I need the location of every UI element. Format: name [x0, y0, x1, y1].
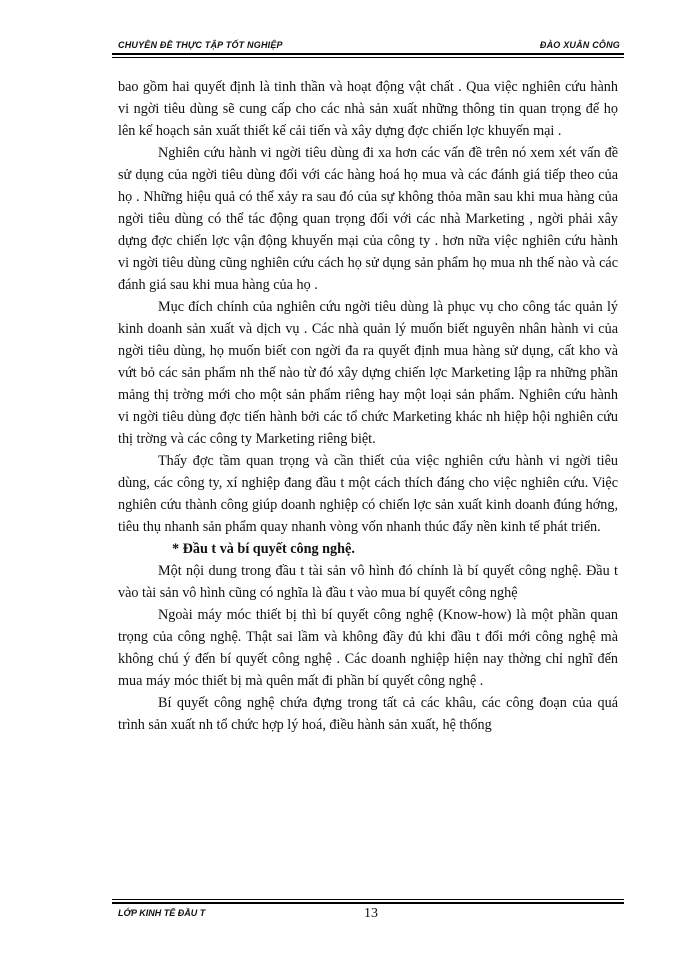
paragraph-1: bao gồm hai quyết định là tinh thần và hoạt động vật chất . Qua việc nghiên cứu hành vi ngời tiêu dùng sẽ cung cấp cho các nhà sản xuất những thông tin quan trọng để họ lên kế hoạch sản xuất thiết kế cải tiến và xây dựng đợc chiến lợc khuyến mại . [118, 79, 618, 139]
footer-class-name: LỚP KINH TẾ ĐẦU T [118, 908, 206, 918]
page-footer [112, 899, 624, 921]
paragraph-4: Thấy đợc tầm quan trọng và cần thiết của việc nghiên cứu hành vi ngời tiêu dùng, các công ty, xí nghiệp đang đầu t một cách thích đáng cho việc nghiên cứu. Việc nghiên cứu thành công giúp doanh nghiệp có chiến lợc sản xuất kinh doanh đúng hớng, tiêu thụ nhanh sản phẩm quay nhanh vòng vốn nhanh thúc đẩy nền kinh tế phát triển. [118, 453, 618, 535]
paragraph-7: Bí quyết công nghệ chứa đựng trong tất cả các khâu, các công đoạn của quá trình sản xuất nh tổ chức hợp lý hoá, điều hành sản xuất, hệ thống [118, 695, 618, 733]
paragraph-2: Nghiên cứu hành vi ngời tiêu dùng đi xa hơn các vấn đề trên nó xem xét vấn đề sử dụng của ngời tiêu dùng đối với các hàng hoá họ mua và các đánh giá tiếp theo của họ . Những hiệu quả có thể xảy ra sau đó của sự không thỏa mãn sau khi mua hàng của ngời tiêu dùng có thể tác động quan trọng đối với các nhà Marketing , ngời phải xây dựng đợc chiến lợc vận động khuyến mại của công ty . hơn nữa việc nghiên cứu hành vi ngời tiêu dùng cũng nghiên cứu cách họ sử dụng sản phẩm họ mua nh thế nào và các đánh giá sau khi mua hàng của họ . [118, 145, 618, 293]
header-title: CHUYÊN ĐỀ THỰC TẬP TỐT NGHIỆP [118, 40, 283, 50]
section-heading: * Đầu t và bí quyết công nghệ. [172, 541, 355, 557]
paragraph-6: Ngoài máy móc thiết bị thì bí quyết công nghệ (Know-how) là một phần quan trọng của công nghệ. Thật sai lầm và không đầy đủ khi đầu t đổi mới công nghệ mà không chú ý đến bí quyết công nghệ . Các doanh nghiệp hiện nay thờng chỉ nghĩ đến mua máy móc thiết bị mà quên mất đi phần bí quyết công nghệ . [118, 607, 618, 689]
header-author: ĐÀO XUÂN CÔNG [539, 40, 620, 50]
header-rule-thin [112, 57, 624, 58]
footer-rule-thin [112, 899, 624, 900]
footer-rule-thick [112, 902, 624, 904]
document-body [118, 76, 618, 736]
page-header [112, 40, 624, 66]
header-rule-thick [112, 53, 624, 55]
paragraph-5: Một nội dung trong đầu t tài sản vô hình đó chính là bí quyết công nghệ. Đầu t vào tài sản vô hình cũng có nghĩa là đầu t vào mua bí quyết công nghệ [118, 563, 618, 601]
paragraph-3: Mục đích chính của nghiên cứu ngời tiêu dùng là phục vụ cho công tác quản lý kinh doanh sản xuất và dịch vụ . Các nhà quản lý muốn biết nguyên nhân hành vi của ngời tiêu dùng, họ muốn biết con ngời đa ra quyết định mua hàng sử dụng, cất kho và vứt bỏ các sản phẩm nh thế nào từ đó xây dựng chiến lợc Marketing lập ra những phần mảng thị trờng mới cho một sản phẩm riêng hay một loại sản phẩm. Nghiên cứu hành vi ngời tiêu dùng đợc tiến hành bởi các tổ chức Marketing khác nh hiệp hội nghiên cứu thị trờng và các công ty Marketing riêng biệt. [118, 299, 618, 447]
page-number: 13 [364, 906, 378, 921]
